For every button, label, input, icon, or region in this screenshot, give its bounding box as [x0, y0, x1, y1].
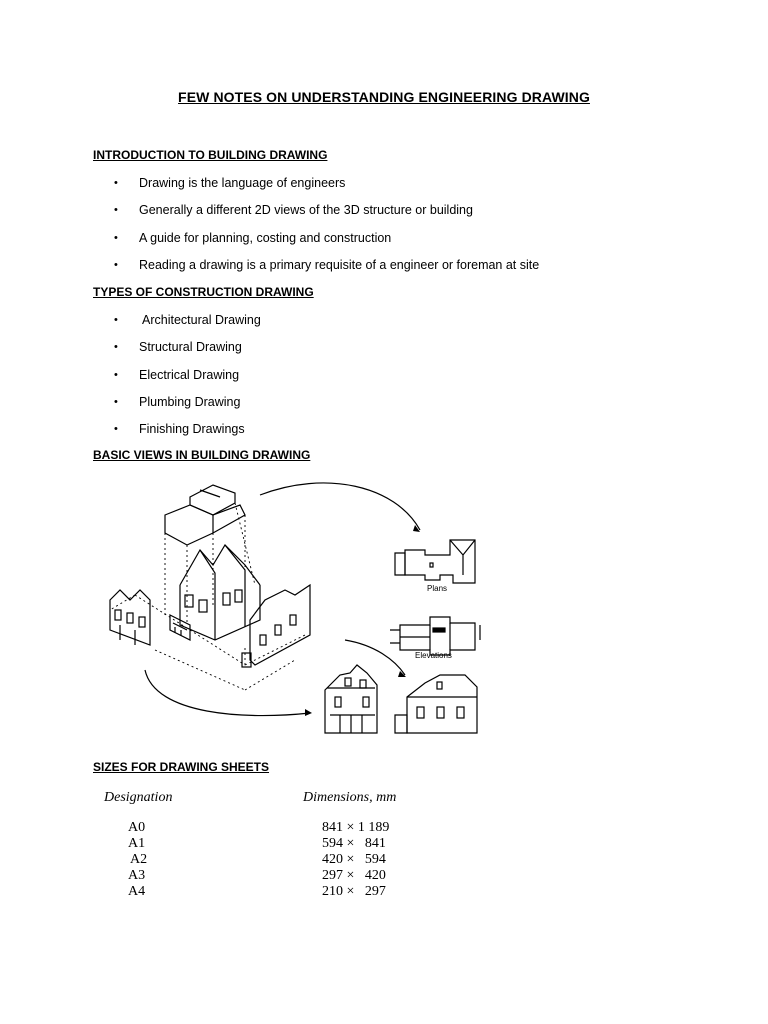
intro-heading: INTRODUCTION TO BUILDING DRAWING	[93, 148, 328, 162]
building-views-figure	[95, 475, 495, 745]
sizes-heading: SIZES FOR DRAWING SHEETS	[93, 760, 270, 774]
table-cell-dimensions: 420 × 594	[322, 852, 386, 867]
document-page: FEW NOTES ON UNDERSTANDING ENGINEERING DRAWING INTRODUCTION TO BUILDING DRAWING • Drawing is the language of engineers • Generally a different 2D views of the 3D structure or building • A guide for planning, costing and construction • Reading a drawing is a primary requisite of a engineer or foreman at site TYPES OF CONSTRUCTION DRAWING • Architectural Drawing • Structural Drawing • Electrical Drawing • Plumbing Drawing • Finishing Drawings BASIC VIEWS IN BUILDING DRAWING Plans Elevations SIZES FOR DRAWING SHEETS Designation Dimensions, mm A0 841 × 1 189 A1 594 × 841 A2 420 × 594 A3 297 × 420 A4 210 × 297	[0, 0, 768, 1024]
projection-lines	[110, 503, 305, 690]
table-cell-designation: A1	[128, 836, 146, 851]
arrow-to-front-elevation	[145, 670, 310, 716]
table-cell-dimensions: 594 × 841	[322, 836, 386, 851]
views-heading: BASIC VIEWS IN BUILDING DRAWING	[93, 448, 311, 462]
column-header-dimensions: Dimensions, mm	[303, 790, 397, 805]
plans-label: Plans	[427, 584, 448, 593]
elevations-label: Elevations	[415, 651, 452, 660]
table-cell-designation: A2	[130, 852, 148, 867]
isometric-house	[170, 545, 260, 640]
side-elevation-view	[395, 675, 477, 733]
document-title: FEW NOTES ON UNDERSTANDING ENGINEERING DRAWING	[178, 89, 590, 105]
table-cell-dimensions: 210 × 297	[322, 884, 386, 899]
isometric-roof-plan	[165, 485, 245, 545]
table-cell-dimensions: 841 × 1 189	[322, 820, 390, 835]
floor-plan-view	[390, 617, 480, 655]
plan-view	[395, 540, 475, 583]
arrow-to-plans	[260, 483, 420, 530]
front-elevation-view	[325, 665, 377, 733]
types-heading: TYPES OF CONSTRUCTION DRAWING	[93, 285, 314, 299]
table-cell-dimensions: 297 × 420	[322, 868, 386, 883]
table-cell-designation: A4	[128, 884, 146, 899]
arrow-to-elevations	[345, 640, 405, 675]
table-cell-designation: A3	[128, 868, 146, 883]
right-elevation-projection	[242, 585, 310, 667]
column-header-designation: Designation	[104, 790, 173, 805]
table-cell-designation: A0	[128, 820, 146, 835]
